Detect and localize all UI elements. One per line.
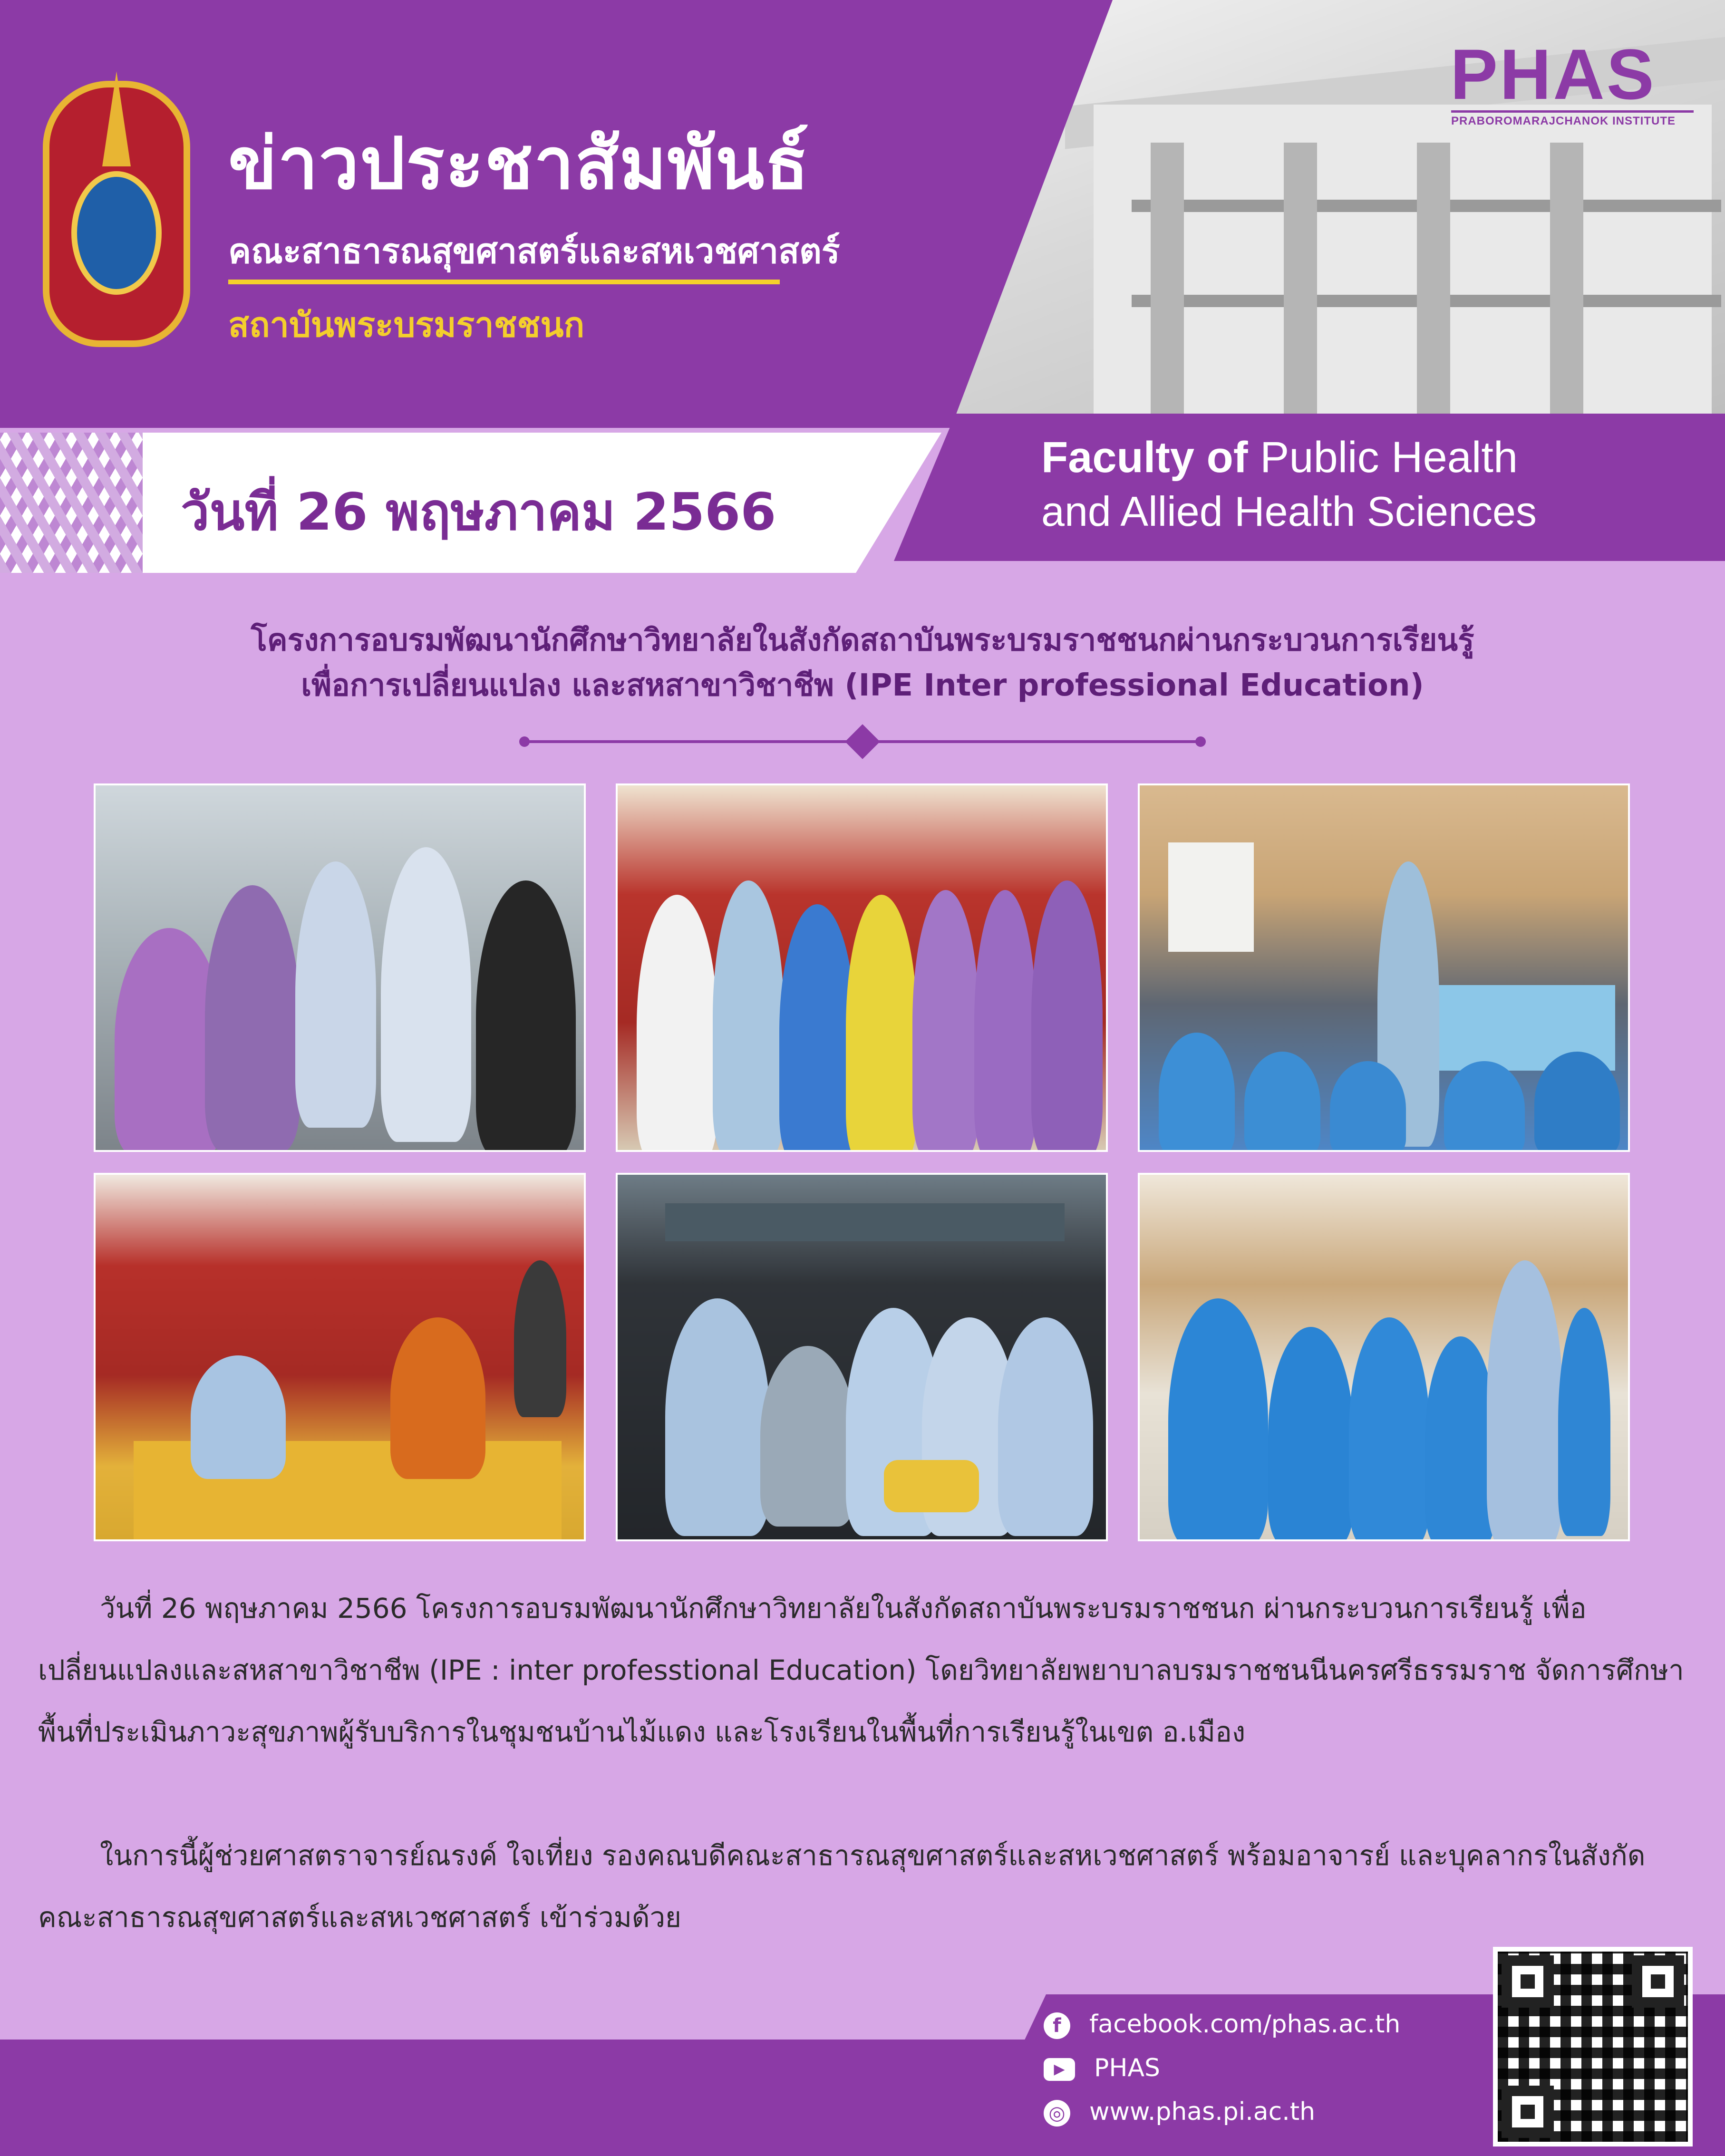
divider-dot-left — [519, 736, 530, 747]
qr-code[interactable] — [1493, 1947, 1693, 2146]
globe-icon: ◎ — [1044, 2100, 1070, 2127]
photo-schoolchildren-hallway — [1138, 1173, 1630, 1541]
facebook-icon: f — [1044, 2012, 1070, 2039]
divider-diamond — [845, 724, 880, 759]
body-paragraph-1: วันที่ 26 พฤษภาคม 2566 โครงการอบรมพัฒนานักศึกษาวิทยาลัยในสังกัดสถาบันพระบรมราชชนก ผ่านกระบวนการเรียนรู้ เพื่อเปลี่ยนแปลงและสหสาขาวิชาชีพ (IPE : inter professtional Education) โดยวิทยาลัยพยาบาลบรมราชชนนีนครศรีธรรมราช จัดการศึกษาพื้นที่ประเมินภาวะสุขภาพผู้รับบริการในชุมชนบ้านไม้แดง และโรงเรียนในพื้นที่การเรียนรู้ในเขต อ.เมือง — [38, 1592, 1684, 1748]
facebook-link[interactable]: facebook.com/phas.ac.th — [1089, 2010, 1401, 2039]
website-link[interactable]: www.phas.pi.ac.th — [1089, 2098, 1316, 2126]
footer-facebook[interactable] — [1044, 2010, 1400, 2039]
faculty-name-en-line2: and Allied Health Sciences — [1041, 488, 1537, 535]
footer-youtube[interactable] — [1044, 2054, 1160, 2082]
emblem-center — [71, 171, 162, 295]
divider-dot-right — [1195, 736, 1206, 747]
faculty-name-en-line1: Faculty of Public Health — [1041, 433, 1518, 482]
page-title: ข่าวประชาสัมพันธ์ — [228, 123, 810, 205]
title-underline — [228, 280, 780, 284]
news-date: วันที่ 26 พฤษภาคม 2566 — [181, 483, 776, 542]
news-headline — [48, 618, 1677, 708]
photo-classroom-presentation — [1138, 783, 1630, 1152]
photo-monk-health-check — [94, 1173, 586, 1541]
headline-line-1: โครงการอบรมพัฒนานักศึกษาวิทยาลัยในสังกัดสถาบันพระบรมราชชนกผ่านกระบวนการเรียนรู้ — [251, 623, 1474, 658]
phas-logo: PHAS — [1450, 34, 1656, 114]
youtube-link[interactable]: PHAS — [1094, 2054, 1161, 2082]
body-paragraph-2: ในการนี้ผู้ช่วยศาสตราจารย์ณรงค์ ใจเที่ยง รองคณบดีคณะสาธารณสุขศาสตร์และสหเวชศาสตร์ พร้อมอาจารย์ และบุคลากรในสังกัดคณะสาธารณสุขศาสตร์และสหเวชศาสตร์ เข้าร่วมด้วย — [38, 1839, 1646, 1934]
footer-website[interactable] — [1044, 2098, 1315, 2127]
phas-logo-subtitle: PRABOROMARAJCHANOK INSTITUTE — [1451, 110, 1694, 128]
faculty-name-thai: คณะสาธารณสุขศาสตร์และสหเวชศาสตร์ — [228, 231, 840, 271]
photo-students-brochures — [94, 783, 586, 1152]
photo-students-songthaew — [616, 1173, 1108, 1541]
headline-line-2: เพื่อการเปลี่ยนแปลง และสหสาขาวิชาชีพ (IPE Inter professional Education) — [301, 668, 1424, 703]
youtube-icon: ▶ — [1044, 2058, 1075, 2081]
triangle-pattern — [0, 433, 143, 573]
institute-name-thai: สถาบันพระบรมราชชนก — [228, 305, 585, 345]
photo-group-shrine — [616, 783, 1108, 1152]
